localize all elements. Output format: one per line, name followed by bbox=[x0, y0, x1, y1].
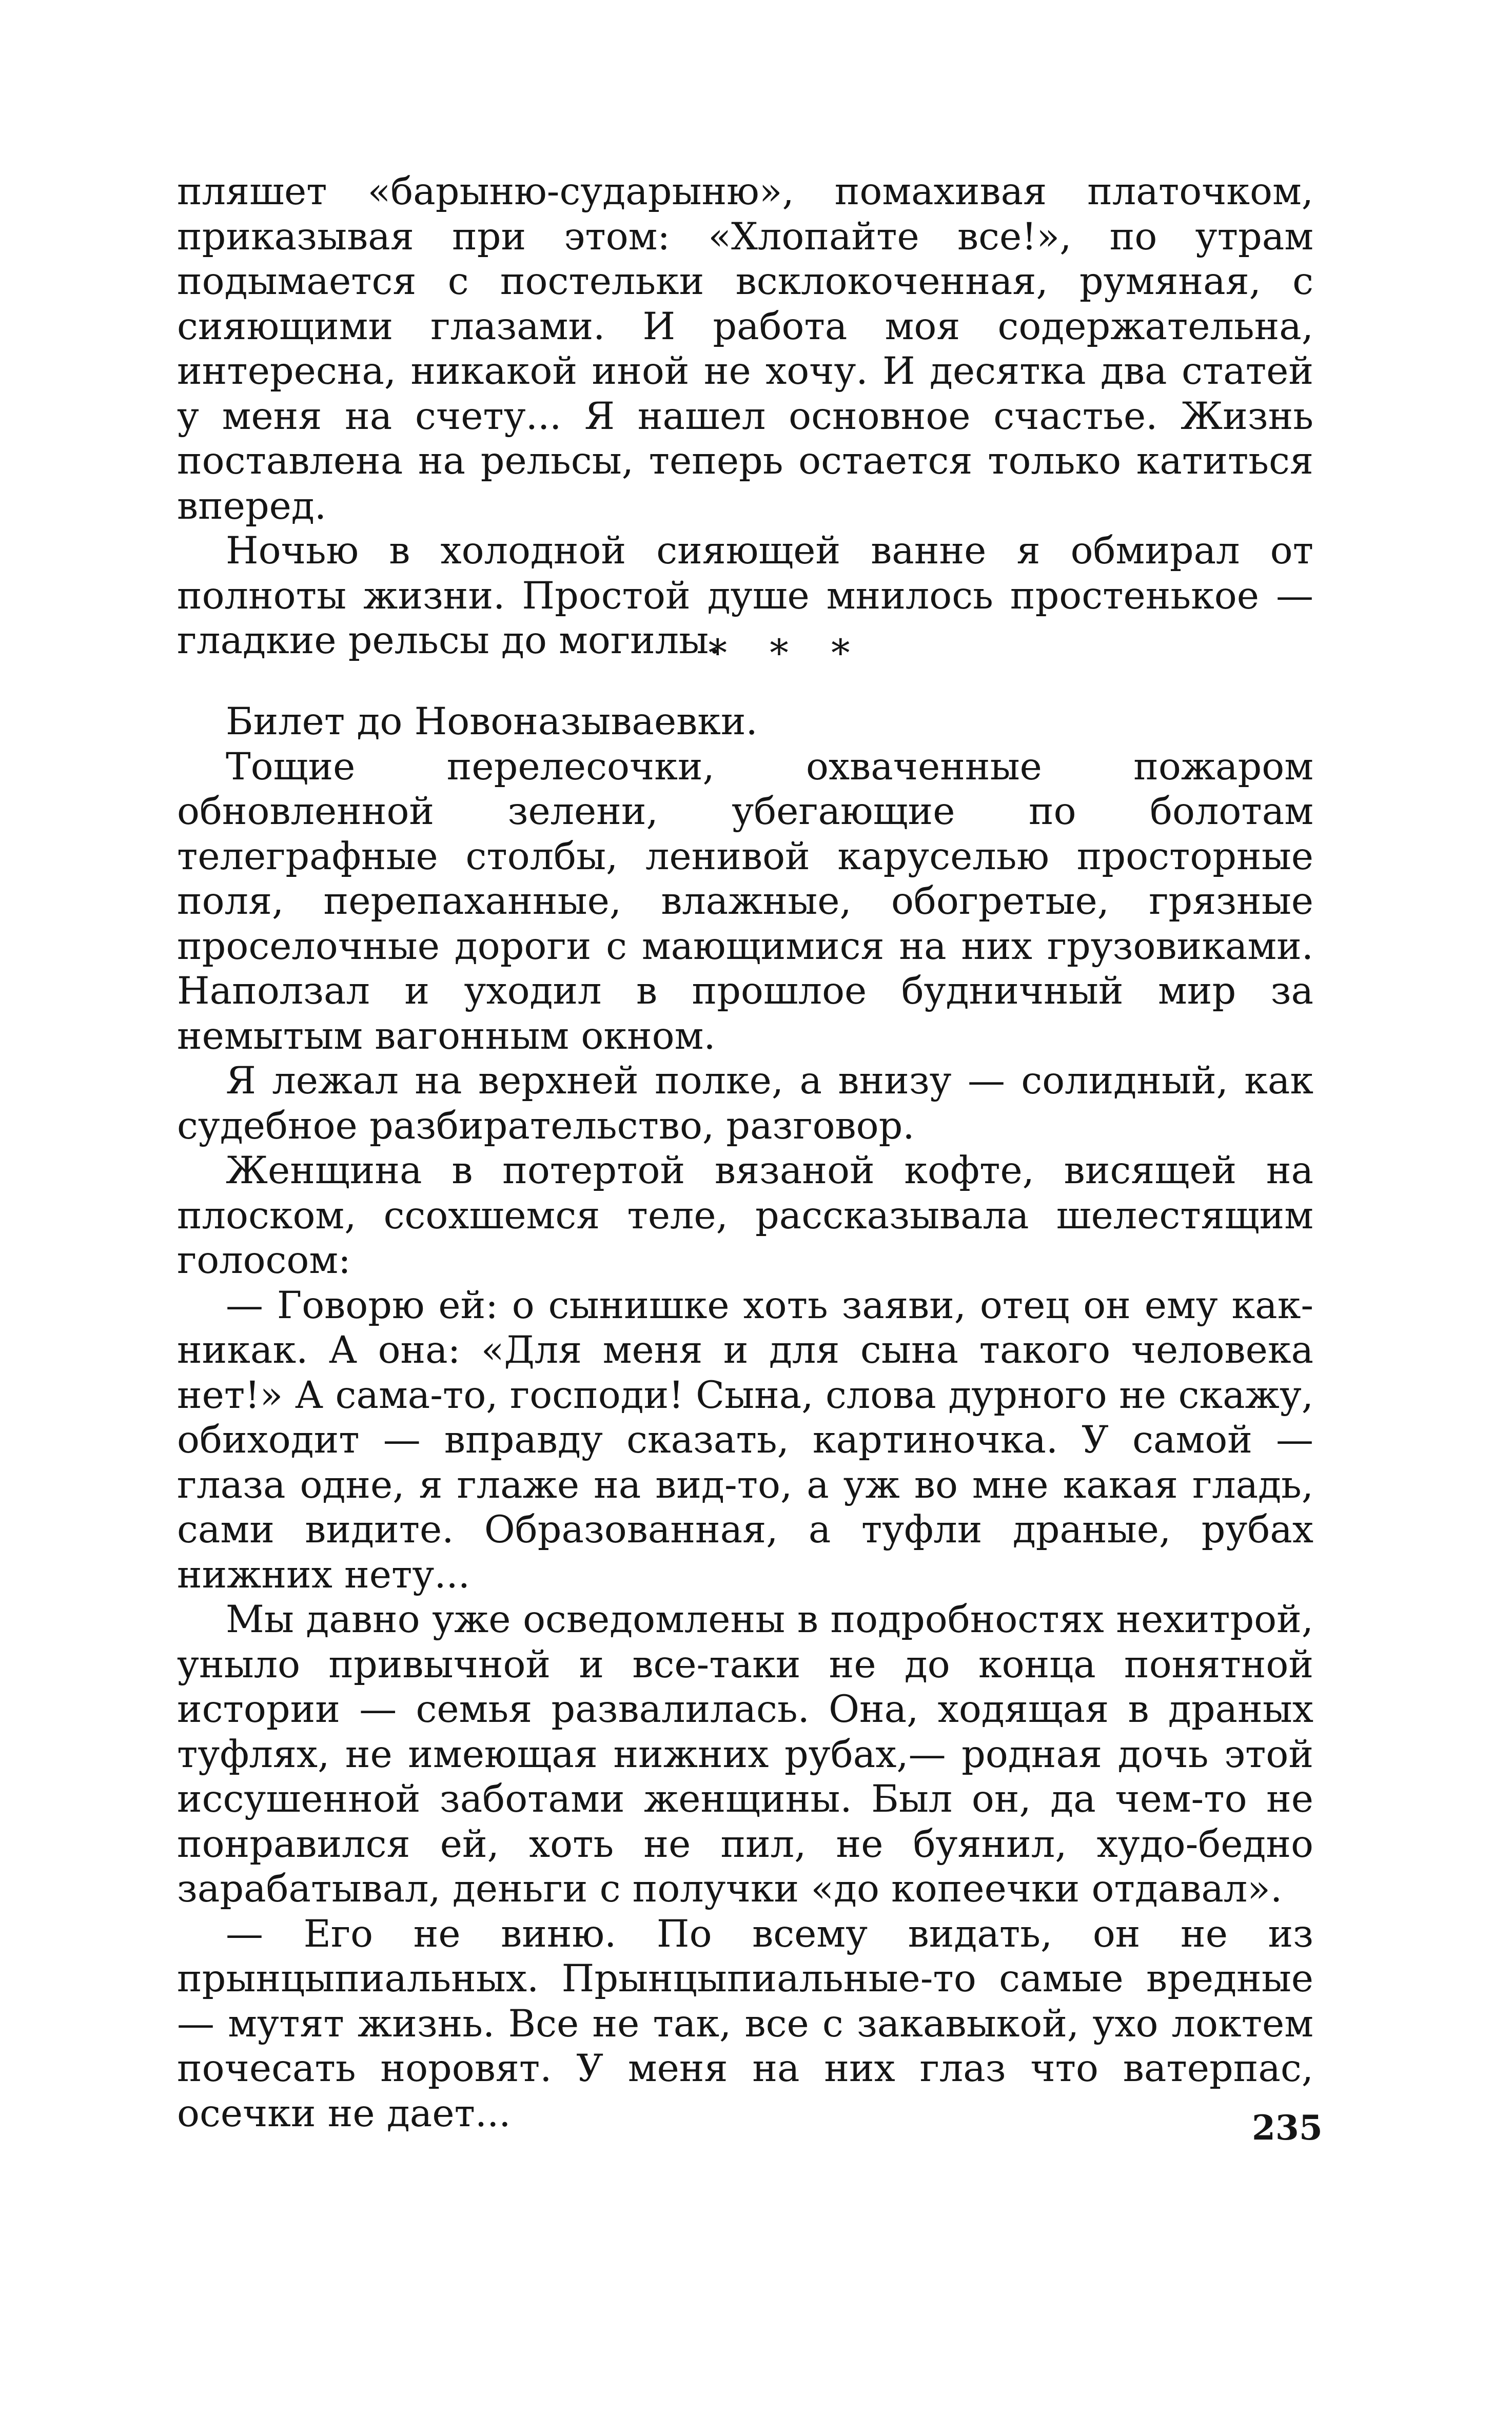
paragraph: Мы давно уже осведомлены в подробностях нехитрой, уныло привычной и все-таки не до конца понятной истории — семья развалилась. Она, ходящая в драных туфлях, не имеющая нижних рубах,— родная дочь этой иссушенной заботами женщины. Был он, да чем-то не понравился ей, хоть не пил, не буянил, худо-бедно зарабатывал, деньги с получки «до копеечки отдавал». bbox=[177, 1598, 1313, 1911]
paragraph: пляшет «барыню-сударыню», помахивая платочком, приказывая при этом: «Хлопайте все!», по утрам подымается с постельки всклокоченная, румяная, с сияющими глазами. И работа моя содержательна, интересна, никакой иной не хочу. И десятка два статей у меня на счету... Я нашел основное счастье. Жизнь поставлена на рельсы, теперь остается только катиться вперед. bbox=[177, 170, 1313, 528]
paragraph: Я лежал на верхней полке, а внизу — солидный, как судебное разбирательство, разговор. bbox=[177, 1059, 1313, 1148]
section-separator bbox=[0, 631, 1512, 676]
paragraph: Тощие перелесочки, охваченные пожаром обновленной зелени, убегающие по болотам телеграфные столбы, ленивой каруселью просторные поля, перепаханные, влажные, обогретые, грязные проселочные дороги с мающимися на них грузовиками. Наползал и уходил в прошлое будничный мир за немытым вагонным окном. bbox=[177, 744, 1313, 1058]
text-section-1 bbox=[177, 169, 1313, 663]
paragraph: — Говорю ей: о сынишке хоть заяви, отец он ему как-никак. А она: «Для меня и для сына такого человека нет!» А сама-то, господи! Сына, слова дурного не скажу, обиходит — вправду сказать, картиночка. У самой — глаза одне, я глаже на вид-то, а уж во мне какая гладь, сами видите. Образованная, а туфли драные, рубах нижних нету... bbox=[177, 1283, 1313, 1597]
paragraph: — Его не виню. По всему видать, он не из прынцыпиальных. Прынцыпиальные-то самые вредные — мутят жизнь. Все не так, все с закавыкой, ухо локтем почесать норовят. У меня на них глаз что ватерпас, осечки не дает... bbox=[177, 1912, 1313, 2135]
text-section-2 bbox=[177, 699, 1313, 2136]
paragraph: Ночью в холодной сияющей ванне я обмирал от полноты жизни. Простой душе мнилось простенькое — гладкие рельсы до могилы. bbox=[177, 529, 1313, 662]
separator-asterisks: * * * bbox=[708, 632, 866, 675]
paragraph: Женщина в потертой вязаной кофте, висящей на плоском, ссохшемся теле, рассказывала шелестящим голосом: bbox=[177, 1149, 1313, 1282]
page-number: 235 bbox=[1252, 2108, 1323, 2148]
paragraph: Билет до Новоназываевки. bbox=[226, 700, 758, 743]
